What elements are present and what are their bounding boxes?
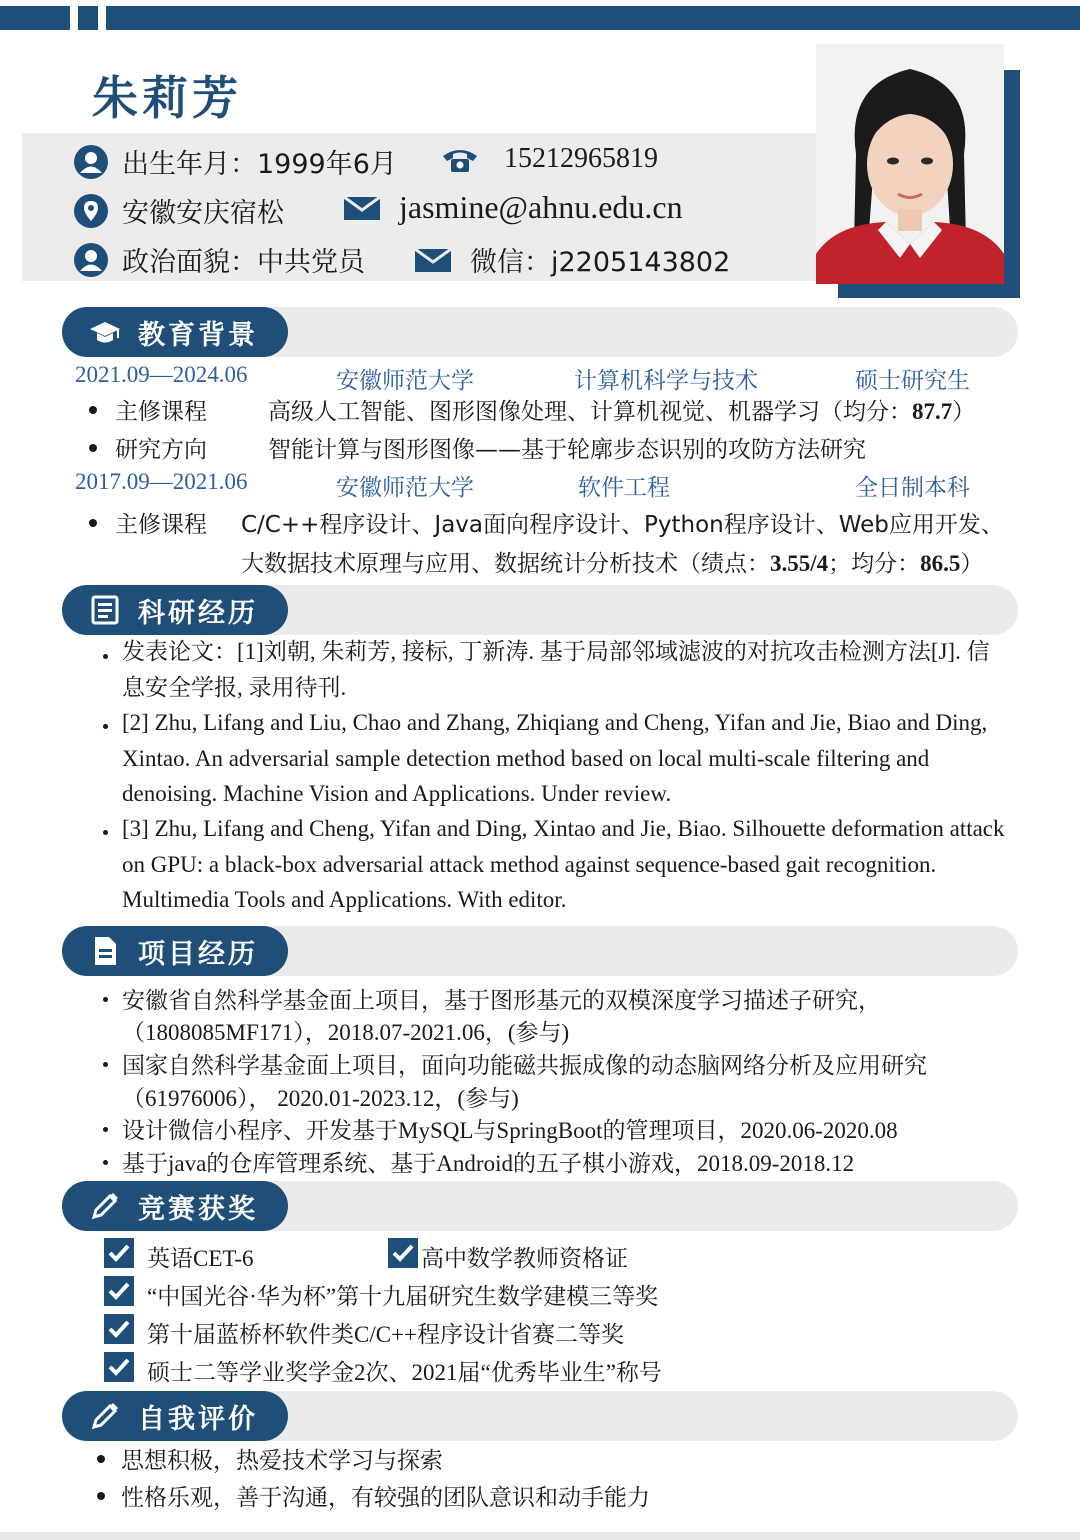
edu-major-1: 计算机科学与技术: [574, 368, 758, 394]
email-info: jasmine@ahnu.edu.cn: [343, 189, 683, 226]
pen-icon: [88, 1399, 122, 1433]
research-header: 科研经历: [62, 585, 288, 635]
bullet: [103, 724, 108, 729]
education-header: 教育背景: [62, 307, 288, 357]
self-header: 自我评价: [62, 1391, 288, 1441]
award-2: 高中数学教师资格证: [421, 1246, 628, 1272]
birth-info: 出生年月：1999年6月: [74, 142, 397, 181]
pen-icon: [88, 1189, 122, 1223]
ms-courses-label: 主修课程: [115, 399, 207, 425]
edu-school-2: 安徽师范大学: [336, 475, 474, 501]
mail-icon: [343, 193, 381, 223]
checkbox-icon: [104, 1276, 134, 1306]
award-3: “中国光谷·华为杯”第十九届研究生数学建模三等奖: [147, 1284, 659, 1309]
project-4: 基于java的仓库管理系统、基于Android的五子棋小游戏，2018.09-2018.12: [122, 1151, 855, 1176]
edu-degree-2: 全日制本科: [855, 475, 970, 501]
graduation-cap-icon: [88, 315, 122, 349]
top-bar-mid: [78, 6, 98, 30]
edu-degree-1: 硕士研究生: [855, 368, 970, 394]
research-item-3: [3] Zhu, Lifang and Cheng, Yifan and Ding, Xintao and Jie, Biao. Silhouette deformation attack on GPU: a black-box adversarial attack method against sequence-based gait recognition. Multimedia Tools and Applications. With editor.: [122, 816, 1005, 912]
project-2-line1: 国家自然科学基金面上项目，面向功能磁共振成像的动态脑网络分析及应用研究: [122, 1053, 927, 1078]
profile-photo: [816, 44, 1004, 284]
edu-period-2: 2017.09—2021.06: [75, 469, 248, 494]
award-4: 第十届蓝桥杯软件类C/C++程序设计省赛二等奖: [147, 1322, 625, 1347]
ms-research-label: 研究方向: [115, 437, 207, 463]
file-icon: [88, 934, 122, 968]
candidate-name: 朱莉芳: [92, 71, 242, 125]
research-item-1: 发表论文：[1]刘朝, 朱莉芳, 接标, 丁新涛. 基于局部邻域滤波的对抗攻击检测方法[J]. 信息安全学报, 录用待刊.: [122, 639, 990, 700]
project-1-line1: 安徽省自然科学基金面上项目，基于图形基元的双模深度学习描述子研究，: [122, 988, 881, 1013]
bs-courses-label: 主修课程: [115, 512, 207, 538]
projects-header: 项目经历: [62, 926, 288, 976]
bullet: [97, 1455, 105, 1463]
ms-courses: 高级人工智能、图形图像处理、计算机视觉、机器学习（均分：87.7）: [268, 399, 976, 425]
wechat-info: 微信：j2205143802: [414, 240, 730, 279]
political-info: 政治面貌：中共党员: [74, 240, 365, 279]
checkbox-icon: [104, 1314, 134, 1344]
self-item-1: 思想积极，热爱技术学习与探索: [121, 1448, 443, 1474]
bullet: [89, 519, 97, 527]
phone-info: 15212965819: [440, 142, 658, 176]
bullet: [103, 654, 108, 659]
project-2-line2: （61976006）， 2020.01-2023.12，(参与): [122, 1086, 519, 1111]
document-list-icon: [88, 593, 122, 627]
top-bar-left: [0, 6, 70, 30]
self-item-2: 性格乐观，善于沟通，有较强的团队意识和动手能力: [121, 1485, 650, 1511]
awards-header: 竞赛获奖: [62, 1181, 288, 1231]
ms-research: 智能计算与图形图像——基于轮廓步态识别的攻防方法研究: [268, 437, 866, 463]
project-1-line2: （1808085MF171），2018.07-2021.06，(参与): [122, 1020, 570, 1045]
edu-school-1: 安徽师范大学: [336, 368, 474, 394]
location-pin-icon: [74, 194, 108, 228]
edu-period-1: 2021.09—2024.06: [75, 362, 248, 387]
checkbox-icon: [104, 1238, 134, 1268]
checkbox-icon: [104, 1352, 134, 1382]
bs-courses-line1: C/C++程序设计、Java面向程序设计、Python程序设计、Web应用开发、: [241, 512, 1004, 538]
bullet: [103, 1127, 108, 1132]
checkbox-icon: [388, 1238, 418, 1268]
award-5: 硕士二等学业奖学金2次、2021届“优秀毕业生”称号: [147, 1360, 662, 1385]
bullet: [89, 444, 97, 452]
edu-major-2: 软件工程: [578, 475, 670, 501]
bullet: [97, 1492, 105, 1500]
phone-icon: [440, 142, 480, 176]
bullet: [103, 1062, 108, 1067]
person-icon: [74, 145, 108, 179]
location-info: 安徽安庆宿松: [74, 191, 284, 230]
bullet: [103, 997, 108, 1002]
top-bar-right: [106, 6, 1080, 30]
project-3: 设计微信小程序、开发基于MySQL与SpringBoot的管理项目，2020.06-2020.08: [122, 1118, 898, 1143]
bottom-rule: [0, 1532, 1080, 1540]
bs-courses-line2: 大数据技术原理与应用、数据统计分析技术（绩点：3.55/4；均分：86.5）: [241, 551, 984, 577]
research-item-2: [2] Zhu, Lifang and Liu, Chao and Zhang, Zhiqiang and Cheng, Yifan and Jie, Biao and Ding, Xintao. An adversarial sample detection method based on local multi-scale filtering and denoising. Machine Vision and Applications. Under review.: [122, 710, 988, 806]
award-1: 英语CET-6: [147, 1246, 254, 1271]
bullet: [103, 830, 108, 835]
bullet: [89, 406, 97, 414]
mail-icon: [414, 245, 452, 275]
person-icon: [74, 243, 108, 277]
bullet: [103, 1160, 108, 1165]
